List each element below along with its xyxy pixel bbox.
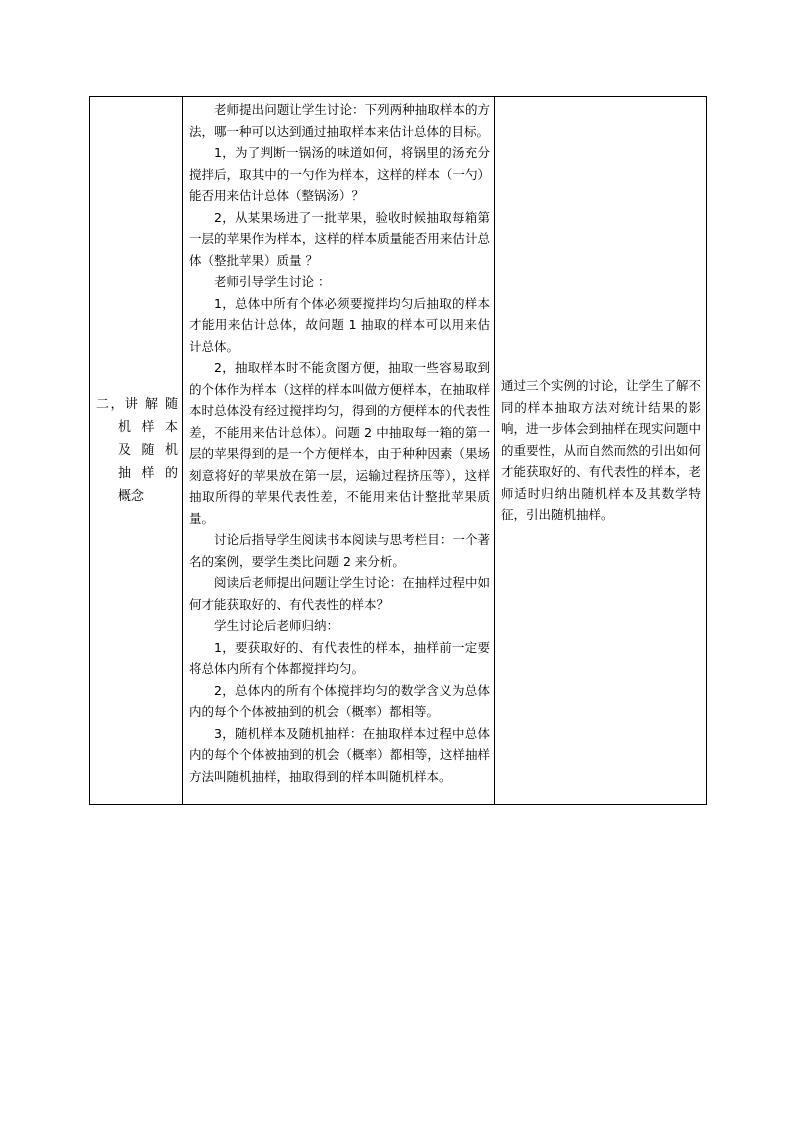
process-paragraph: 1，为了判断一锅汤的味道如何，将锅里的汤充分搅拌后，取其中的一勺作为样本，这样的样本（一勺）能否用来估计总体（整锅汤）？ [189,145,490,203]
process-paragraph: 阅读后老师提出问题让学生讨论：在抽样过程中如何才能获取好的、有代表性的样本？ [189,575,490,612]
stage-line: 及 随 机 [118,443,178,458]
stage-line: 概念 [118,489,145,504]
process-paragraph: 3，随机样本及随机抽样：在抽取样本过程中总体内的每个个体被抽到的机会（概率）都相等，这样抽样方法叫随机抽样，抽取得到的样本叫随机样本。 [189,725,490,784]
stage-line: 机 样 本 [118,420,178,435]
design-intent-text: 通过三个实例的讨论，让学生了解不同的样本抽取方法对统计结果的影响，进一步体会到抽样在现实问题中的重要性，从而自然而然的引出如何才能获取好的、有代表性的样本，老师适时归纳出随机样本及其数学特征，引出随机抽样。 [501,378,702,523]
stage-cell [90,97,183,805]
process-paragraph: 学生讨论后老师归纳： [214,618,340,633]
process-paragraph: 2，抽取样本时不能贪图方便，抽取一些容易取到的个体作为样本（这样的样本叫做方便样本，在抽取样本时总体没有经过搅拌均匀，得到的方便样本的代表性差，不能用来估计总体）。问题 2 中抽取每一箱的第一层的苹果得到的是一个方便样本，由于种种因素（果场刻意将好的苹果放在第一层，运输过程挤压等），这样抽取所得的苹果代表性差，不能用来估计整批苹果质量。 [189,360,490,526]
teaching-process-cell [183,97,495,805]
process-paragraph: 老师提出问题让学生讨论：下列两种抽取样本的方法，哪一种可以达到通过抽取样本来估计总体的目标。 [189,102,490,139]
process-paragraph: 老师引导学生讨论 ： [214,274,331,289]
design-intent-cell [495,97,707,805]
stage-line: 二，讲 解 随 [96,397,178,412]
stage-title [90,393,182,508]
lesson-plan-table [89,96,707,805]
process-paragraph: 2，总体内的所有个体搅拌均匀的数学含义为总体内的每个个体被抽到的机会（概率）都相等。 [189,682,490,719]
table-row [90,97,707,805]
process-paragraph: 1，要获取好的、有代表性的样本，抽样前一定要将总体内所有个体都搅拌均匀。 [189,639,490,676]
process-paragraph: 讨论后指导学生阅读书本阅读与思考栏目：一个著名的案例，要学生类比问题 2 来分析。 [189,532,490,569]
process-paragraph: 2，从某果场进了一批苹果，验收时候抽取每箱第一层的苹果作为样本，这样的样本质量能否用来估计总体（整批苹果）质量 ？ [189,209,490,268]
process-paragraph: 1，总体中所有个体必须要搅拌均匀后抽取的样本才能用来估计总体，故问题 1 抽取的样本可以用来估计总体。 [189,295,490,354]
stage-line: 抽 样 的 [118,466,178,481]
